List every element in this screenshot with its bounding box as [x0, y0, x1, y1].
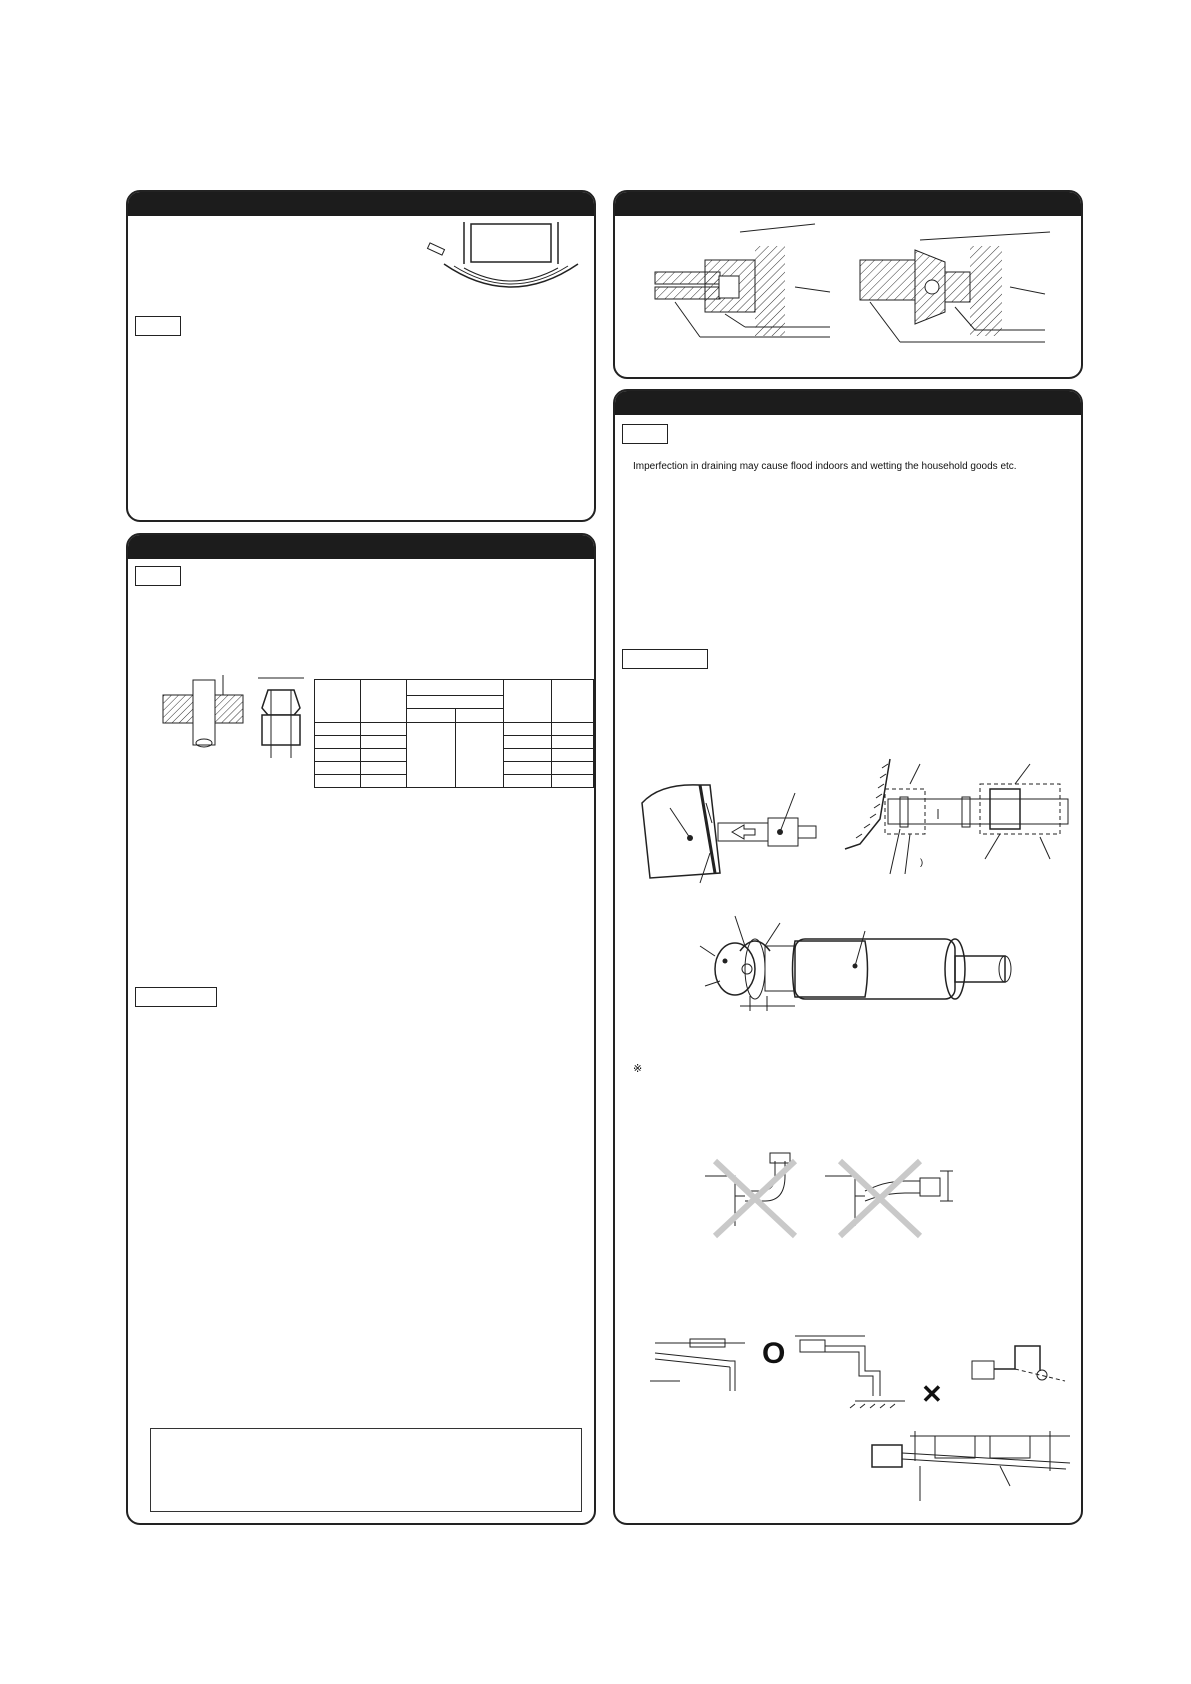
label-box-wide	[622, 649, 708, 669]
section-header-bar	[128, 535, 594, 559]
section-header-bar	[615, 192, 1081, 216]
flare-cross-section-figure	[163, 675, 243, 750]
section-header-bar	[128, 192, 594, 216]
flare-nut-figure	[256, 670, 306, 760]
note-box	[150, 1428, 582, 1512]
spec-table	[314, 679, 594, 788]
drain-socket-connection-figure	[840, 759, 1070, 879]
ng-mark: ✕	[921, 1379, 943, 1409]
section-panel-bottom-left	[126, 533, 596, 1525]
label-box	[135, 316, 181, 336]
section-header-bar	[615, 391, 1081, 415]
table-row	[315, 680, 594, 696]
flare-connection-figure-right	[860, 232, 1050, 347]
section-panel-top-left	[126, 190, 596, 522]
drain-slope-ng-figure	[795, 1326, 925, 1406]
reference-mark: ※	[633, 1063, 643, 1075]
label-box-wide	[135, 987, 217, 1007]
insulation-wrap-figure	[428, 222, 568, 297]
drain-warning-text: Imperfection in draining may cause flood indoors and wetting the household goods etc.	[633, 461, 1017, 472]
prohibited-bend-figure-1	[705, 1151, 815, 1241]
drain-hose-clamp-figure	[695, 911, 1015, 1021]
section-panel-bottom-right	[613, 389, 1083, 1525]
label-box	[622, 424, 668, 444]
drain-pipe-run-figure	[870, 1431, 1075, 1511]
table-row	[315, 723, 594, 736]
bracket-glyph: )	[920, 857, 924, 868]
drain-slope-ok-figure	[650, 1331, 750, 1401]
drain-hose-insert-figure	[640, 783, 840, 893]
label-box	[135, 566, 181, 586]
prohibited-bend-figure-2	[825, 1151, 955, 1241]
drain-trap-ng-figure	[970, 1331, 1070, 1401]
flare-connection-figure-left	[655, 232, 835, 347]
section-panel-top-right	[613, 190, 1083, 379]
ok-mark: O	[762, 1337, 786, 1370]
